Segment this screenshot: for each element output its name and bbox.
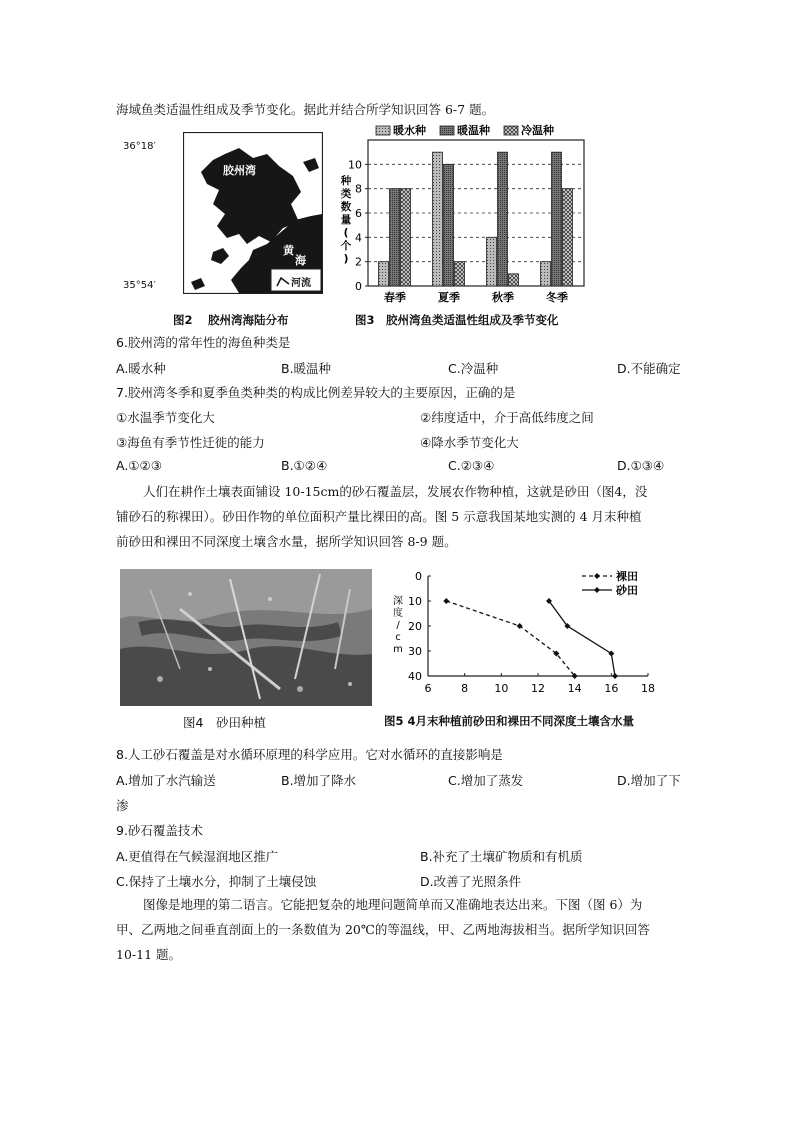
y-tick-label: 6 [355, 207, 362, 220]
fig4-caption: 图4 砂田种植 [183, 715, 266, 730]
y-tick-label: 10 [408, 595, 422, 608]
y-axis-label: 个 [340, 240, 352, 252]
bar-暖温种 [498, 152, 508, 286]
q9-option-b[interactable]: B.补充了土壤矿物质和有机质 [420, 849, 583, 864]
q9-option-a[interactable]: A.更值得在气候湿润地区推广 [116, 849, 279, 864]
intro2-line1: 人们在耕作土壤表面铺设 10-15cm的砂石覆盖层，发展农作物种植，这就是砂田（图4，没 [143, 484, 648, 499]
y-axis-label: / [396, 620, 400, 631]
bar-冷温种 [563, 189, 573, 286]
point-裸田 [443, 598, 449, 604]
q6-option-b[interactable]: B.暖温种 [281, 361, 332, 376]
y-tick-label: 4 [355, 231, 362, 245]
bar-暖水种 [487, 237, 497, 286]
category-label: 春季 [384, 291, 406, 304]
fish-bar-chart [334, 122, 590, 312]
legend-marker [594, 587, 600, 593]
bar-冷温种 [509, 274, 519, 286]
x-tick-label: 14 [567, 682, 582, 695]
bar-暖水种 [433, 152, 443, 286]
q8-option-d[interactable]: D.增加了下 [617, 773, 681, 788]
bar-暖温种 [552, 152, 562, 286]
y-tick-label: 40 [408, 670, 422, 683]
y-tick-label: 30 [408, 645, 422, 658]
bay-label: 胶州湾 [223, 164, 256, 177]
q8-option-b[interactable]: B.增加了降水 [281, 773, 357, 788]
lat-bottom-label: 35°54′ [123, 280, 156, 291]
q7-option-d[interactable]: D.①③④ [617, 458, 665, 473]
line-裸田 [446, 601, 574, 676]
legend-label: 冷温种 [521, 124, 554, 137]
y-tick-label: 0 [355, 280, 362, 293]
legend-swatch [504, 126, 518, 135]
legend-swatch [440, 126, 454, 135]
q6-option-d[interactable]: D.不能确定 [617, 361, 681, 376]
sea-label-2: 海 [295, 254, 306, 267]
fig5-caption: 图5 4月末种植前砂田和裸田不同深度土壤含水量 [384, 714, 635, 728]
x-tick-label: 12 [531, 682, 545, 695]
category-label: 冬季 [546, 291, 568, 304]
y-axis-label: 度 [393, 608, 403, 619]
intro3-line2: 甲、乙两地之间垂直剖面上的一条数值为 20℃的等温线，甲、乙两地海拔相当。据所学知识回答 [116, 922, 650, 937]
q7-statement-1: ①水温季节变化大 [116, 410, 215, 425]
legend-swatch [376, 126, 390, 135]
q6-stem: 6.胶州湾的常年性的海鱼种类是 [116, 335, 291, 350]
line-砂田 [549, 601, 615, 676]
x-tick-label: 16 [604, 682, 619, 695]
q9-stem: 9.砂石覆盖技术 [116, 823, 203, 838]
sand-field-photo [120, 569, 372, 706]
x-tick-label: 18 [641, 682, 655, 695]
bar-暖水种 [541, 262, 551, 286]
y-axis-label: 种 [340, 175, 352, 187]
q8-option-a[interactable]: A.增加了水汽输送 [116, 773, 216, 788]
bar-冷温种 [401, 189, 411, 286]
x-tick-label: 10 [494, 682, 509, 695]
q7-statement-2: ②纬度适中，介于高低纬度之间 [420, 410, 594, 425]
intro-text: 海域鱼类适温性组成及季节变化。据此并结合所学知识回答 6-7 题。 [116, 102, 495, 117]
q7-statement-3: ③海鱼有季节性迁徙的能力 [116, 435, 265, 450]
y-axis-label: m [393, 644, 403, 655]
category-label: 夏季 [438, 291, 460, 304]
y-axis-label: 量 [340, 214, 352, 226]
x-tick-label: 6 [424, 682, 432, 695]
legend-label: 暖水种 [393, 124, 426, 137]
sea-label: 黄 [283, 244, 294, 257]
q7-stem: 7.胶州湾冬季和夏季鱼类种类的构成比例差异较大的主要原因，正确的是 [116, 385, 516, 400]
q6-option-c[interactable]: C.冷温种 [448, 361, 499, 376]
bar-暖温种 [444, 164, 454, 286]
y-tick-label: 2 [355, 255, 362, 269]
y-axis-label: c [395, 632, 401, 643]
q7-option-b[interactable]: B.①②④ [281, 458, 328, 473]
q9-option-d[interactable]: D.改善了光照条件 [420, 874, 522, 889]
fig3-caption: 图3 胶州湾鱼类适温性组成及季节变化 [355, 313, 559, 327]
point-砂田 [608, 651, 614, 657]
y-tick-label: 20 [408, 620, 422, 633]
y-axis-label: ) [343, 253, 349, 265]
category-label: 秋季 [492, 291, 514, 304]
q7-statement-4: ④降水季节变化大 [420, 435, 519, 450]
x-tick-label: 8 [461, 682, 469, 695]
q7-option-c[interactable]: C.②③④ [448, 458, 495, 473]
intro2-line3: 前砂田和裸田不同深度土壤含水量，据所学知识回答 8-9 题。 [116, 534, 457, 549]
intro3-line1: 图像是地理的第二语言。它能把复杂的地理问题简单而又准确地表达出来。下图（图 6）为 [143, 897, 643, 912]
q8-stem: 8.人工砂石覆盖是对水循环原理的科学应用。它对水循环的直接影响是 [116, 747, 503, 762]
q8-option-c[interactable]: C.增加了蒸发 [448, 773, 524, 788]
q7-option-a[interactable]: A.①②③ [116, 458, 162, 473]
bar-暖水种 [379, 262, 389, 286]
soil-moisture-line-chart [384, 566, 684, 706]
bar-暖温种 [390, 189, 400, 286]
q6-option-a[interactable]: A.暖水种 [116, 361, 166, 376]
y-tick-label: 0 [415, 570, 422, 583]
legend-label: 裸田 [616, 570, 638, 583]
q8-option-d-cont: 渗 [116, 798, 129, 813]
q9-option-c[interactable]: C.保持了土壤水分，抑制了土壤侵蚀 [116, 874, 317, 889]
point-砂田 [612, 673, 618, 679]
fig2-caption: 图2 胶州湾海陆分布 [173, 313, 289, 327]
legend-label: 砂田 [616, 584, 638, 597]
legend-river-label: 河流 [291, 278, 311, 289]
y-tick-label: 10 [348, 158, 362, 172]
y-axis-label: 数 [340, 201, 352, 213]
legend-marker [594, 573, 600, 579]
bar-冷温种 [455, 262, 465, 286]
lat-top-label: 36°18′ [123, 141, 156, 152]
intro2-line2: 铺砂石的称裸田）。砂田作物的单位面积产量比裸田的高。图 5 示意我国某地实测的 4 月末种植 [116, 509, 642, 524]
y-axis-label: 类 [340, 188, 352, 200]
intro3-line3: 10-11 题。 [116, 947, 182, 962]
y-axis-label: ( [343, 227, 349, 239]
y-axis-label: 深 [393, 596, 403, 607]
bay-map [183, 132, 323, 294]
legend-label: 暖温种 [457, 124, 490, 137]
y-tick-label: 8 [355, 182, 362, 196]
